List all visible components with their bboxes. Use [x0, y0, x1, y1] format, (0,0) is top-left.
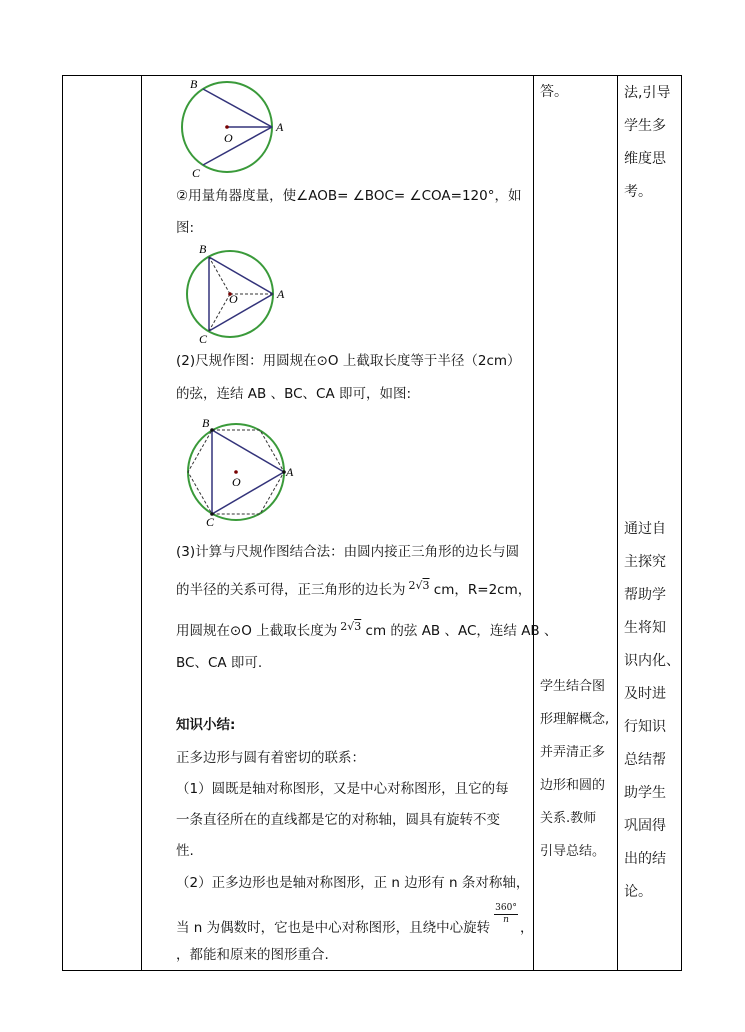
figure-3-label-a: A	[286, 465, 294, 479]
figure-2-label-b: B	[199, 242, 207, 256]
student-col-top: 答。	[540, 84, 568, 100]
summary-item2-line3: ，都能和原来的图形重合.	[176, 947, 329, 963]
intent-line: 出的结	[624, 851, 666, 867]
intent-line: 生将知	[624, 620, 666, 636]
figure-1-inscribed-triangle	[170, 76, 290, 180]
summary-item2-line2-tail: ，	[520, 920, 534, 936]
figure-1-side-ca	[203, 127, 272, 165]
student-activity-column	[540, 677, 609, 875]
intent-line: 帮助学	[624, 587, 666, 603]
figure-2-label-o: O	[229, 292, 238, 306]
figure-3-side-ca	[212, 472, 284, 514]
intent-line: 维度思	[624, 151, 666, 167]
figure-1-side-ba	[203, 89, 272, 127]
table-top-border	[62, 75, 681, 76]
figure-3-label-o: O	[232, 475, 241, 489]
summary-item2-line1: （2）正多边形也是轴对称图形，正 n 边形有 n 条对称轴，	[176, 875, 530, 891]
intent-line: 识内化、	[624, 653, 680, 669]
intent-line: 论。	[624, 884, 652, 900]
step2-line2: 图:	[176, 220, 195, 236]
column-divider-2	[533, 75, 534, 971]
step2-line1: ②用量角器度量，使∠AOB= ∠BOC= ∠COA=120°，如	[176, 188, 522, 204]
sqrt-coef-a: 2	[408, 579, 416, 592]
intent-line: 法,引导	[624, 85, 671, 101]
student-line: 学生结合图	[540, 679, 606, 694]
sqrt-2-root-3-b: 2√3	[340, 620, 362, 633]
para3-line4: BC、CA 即可.	[176, 655, 263, 671]
sqrt-coef-b: 2	[340, 620, 348, 633]
sqrt-rad-b: 3	[354, 620, 362, 633]
para3-line1: (3)计算与尺规作图结合法：由圆内接正三角形的边长与圆	[176, 544, 520, 560]
summary-item2-line2-text: 当 n 为偶数时，它也是中心对称图形，且绕中心旋转	[176, 920, 491, 936]
figure-2-side-ca	[209, 294, 273, 331]
figure-3-vertex-b	[210, 428, 214, 432]
intent-line: 通过自	[624, 521, 666, 537]
para3-line3	[176, 622, 558, 641]
intent-line: 巩固得	[624, 818, 666, 834]
para3-line2-text-b: cm，R=2cm，	[429, 582, 532, 598]
figure-1-label-b: B	[190, 77, 198, 91]
intent-line: 学生多	[624, 118, 666, 134]
intent-line: 行知识	[624, 719, 666, 735]
summary-item1-line1: （1）圆既是轴对称图形，又是中心对称图形，且它的每	[176, 781, 509, 797]
sqrt-rad-a: 3	[422, 579, 430, 592]
para3-line3-text-a: 用圆规在⊙O 上截取长度为	[176, 623, 338, 639]
figure-3-center-point	[234, 470, 238, 474]
student-line: 形理解概念,	[540, 712, 610, 727]
intent-column-bottom	[624, 519, 680, 915]
sqrt-2-root-3-a: 2√3	[408, 579, 430, 592]
figure-3-label-b: B	[202, 416, 210, 430]
summary-item1-line3: 性.	[176, 843, 194, 859]
intent-line: 总结帮	[624, 752, 666, 768]
summary-intro: 正多边形与圆有着密切的联系：	[176, 750, 365, 766]
figure-1-label-o: O	[224, 131, 233, 145]
rotation-angle-fraction	[494, 903, 518, 926]
para3-line2-text-a: 的半径的关系可得，正三角形的边长为	[176, 582, 406, 598]
summary-item2-line2	[176, 919, 490, 937]
summary-item1-line2: 一条直径所在的直线都是它的对称轴，圆具有旋转不变	[176, 812, 500, 828]
para3-line3-text-b: cm 的弦 AB 、AC，连结 AB 、	[361, 623, 558, 639]
column-divider-3	[617, 75, 618, 971]
column-divider-1	[141, 75, 142, 971]
summary-title: 知识小结:	[176, 717, 236, 733]
table-bottom-border	[62, 970, 681, 971]
table-right-border	[681, 75, 682, 971]
figure-3-compass-construction	[180, 414, 300, 528]
figure-1-label-a: A	[276, 120, 284, 134]
fraction-denominator: n	[503, 915, 509, 925]
table-left-border	[62, 75, 63, 971]
figure-1-center-point	[225, 125, 229, 129]
student-line: 边形和圆的	[540, 778, 606, 793]
para2-line1: (2)尺规作图：用圆规在⊙O 上截取长度等于半径（2cm）	[176, 353, 521, 369]
figure-2-label-a: A	[277, 287, 285, 301]
student-line: 关系.教师	[540, 811, 597, 826]
student-line: 并弄清正多	[540, 745, 606, 760]
intent-line: 及时进	[624, 686, 666, 702]
figure-3-side-ab	[212, 430, 284, 472]
para2-line2: 的弦，连结 AB 、BC、CA 即可，如图:	[176, 386, 412, 402]
figure-1-label-c: C	[192, 166, 201, 180]
para3-line2	[176, 581, 531, 600]
figure-2-side-ab	[209, 257, 273, 294]
fraction-numerator: 360°	[495, 903, 517, 913]
student-line: 引导总结。	[540, 844, 606, 859]
figure-2-label-c: C	[199, 332, 208, 344]
figure-3-label-c: C	[206, 515, 215, 528]
intent-line: 主探究	[624, 554, 666, 570]
intent-column-top	[624, 83, 670, 215]
figure-2-protractor-construction	[176, 240, 296, 344]
intent-line: 考。	[624, 184, 652, 200]
intent-line: 助学生	[624, 785, 666, 801]
